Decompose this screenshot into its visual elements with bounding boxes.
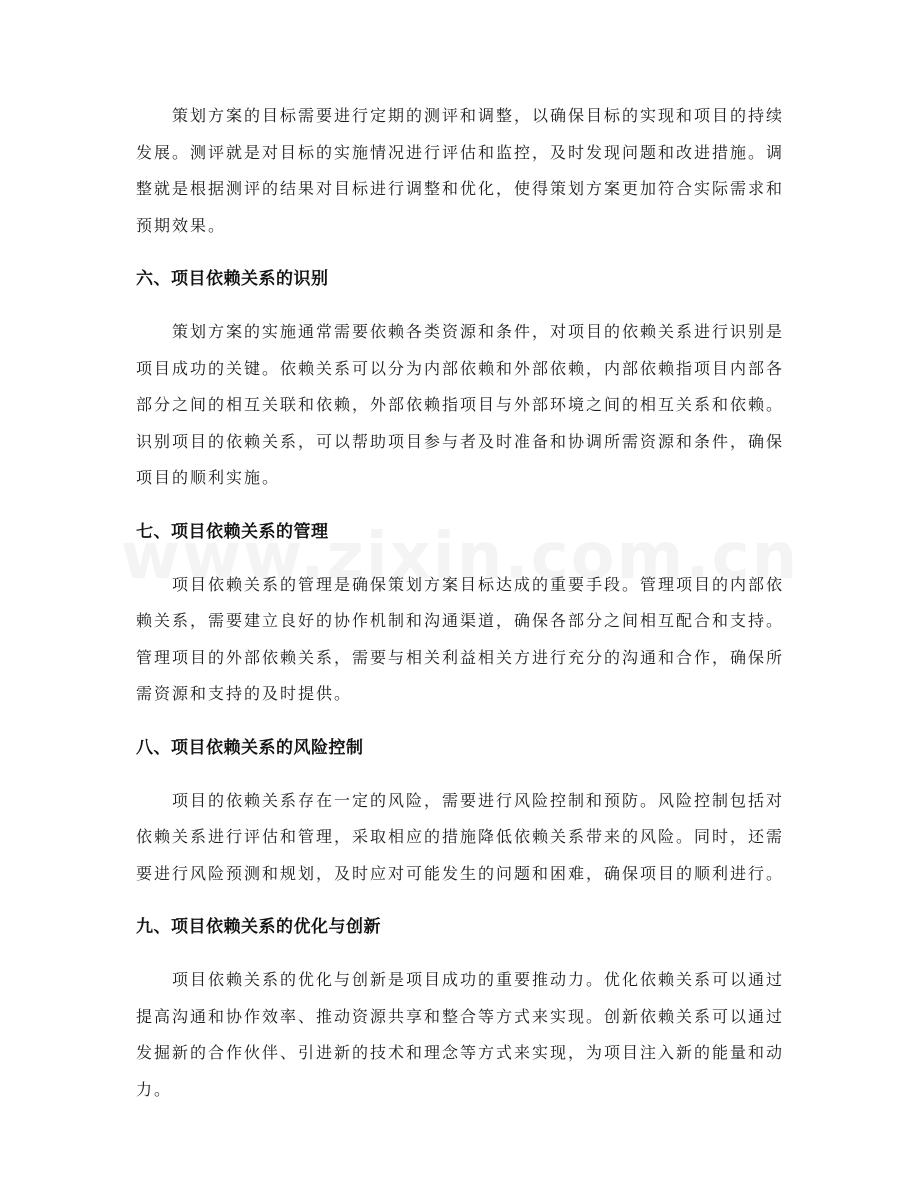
paragraph-goal-evaluation: 策划方案的目标需要进行定期的测评和调整，以确保目标的实现和项目的持续发展。测评就是对目标的实施情况进行评估和监控，及时发现问题和改进措施。调整就是根据测评的结果对目标进行调整和优化，使得策划方案更加符合实际需求和预期效果。 [136, 106, 785, 235]
heading-dependency-identification: 六、项目依赖关系的识别 [136, 269, 329, 289]
paragraph-dependency-risk-control: 项目的依赖关系存在一定的风险，需要进行风险控制和预防。风险控制包括对依赖关系进行评估和管理，采取相应的措施降低依赖关系带来的风险。同时，还需要进行风险预测和规划，及时应对可能发生的问题和困难，确保项目的顺利进行。 [136, 790, 785, 883]
paragraph-dependency-identification: 策划方案的实施通常需要依赖各类资源和条件，对项目的依赖关系进行识别是项目成功的关键。依赖关系可以分为内部依赖和外部依赖，内部依赖指项目内部各部分之间的相互关联和依赖，外部依赖指项目与外部环境之间的相互关系和依赖。识别项目的依赖关系，可以帮助项目参与者及时准备和协调所需资源和条件，确保项目的顺利实施。 [136, 322, 785, 487]
heading-dependency-risk-control: 八、项目依赖关系的风险控制 [136, 737, 364, 758]
heading-dependency-management: 七、项目依赖关系的管理 [136, 521, 329, 542]
paragraph-dependency-management: 项目依赖关系的管理是确保策划方案目标达成的重要手段。管理项目的内部依赖关系，需要建立良好的协作机制和沟通渠道，确保各部分之间相互配合和支持。管理项目的外部依赖关系，需要与相关利益相关方进行充分的沟通和合作，确保所需资源和支持的及时提供。 [136, 574, 785, 703]
heading-dependency-optimization: 九、项目依赖关系的优化与创新 [136, 917, 381, 937]
paragraph-dependency-optimization: 项目依赖关系的优化与创新是项目成功的重要推动力。优化依赖关系可以通过提高沟通和协作效率、推动资源共享和整合等方式来实现。创新依赖关系可以通过发掘新的合作伙伴、引进新的技术和理念等方式来实现，为项目注入新的能量和动力。 [136, 970, 785, 1099]
